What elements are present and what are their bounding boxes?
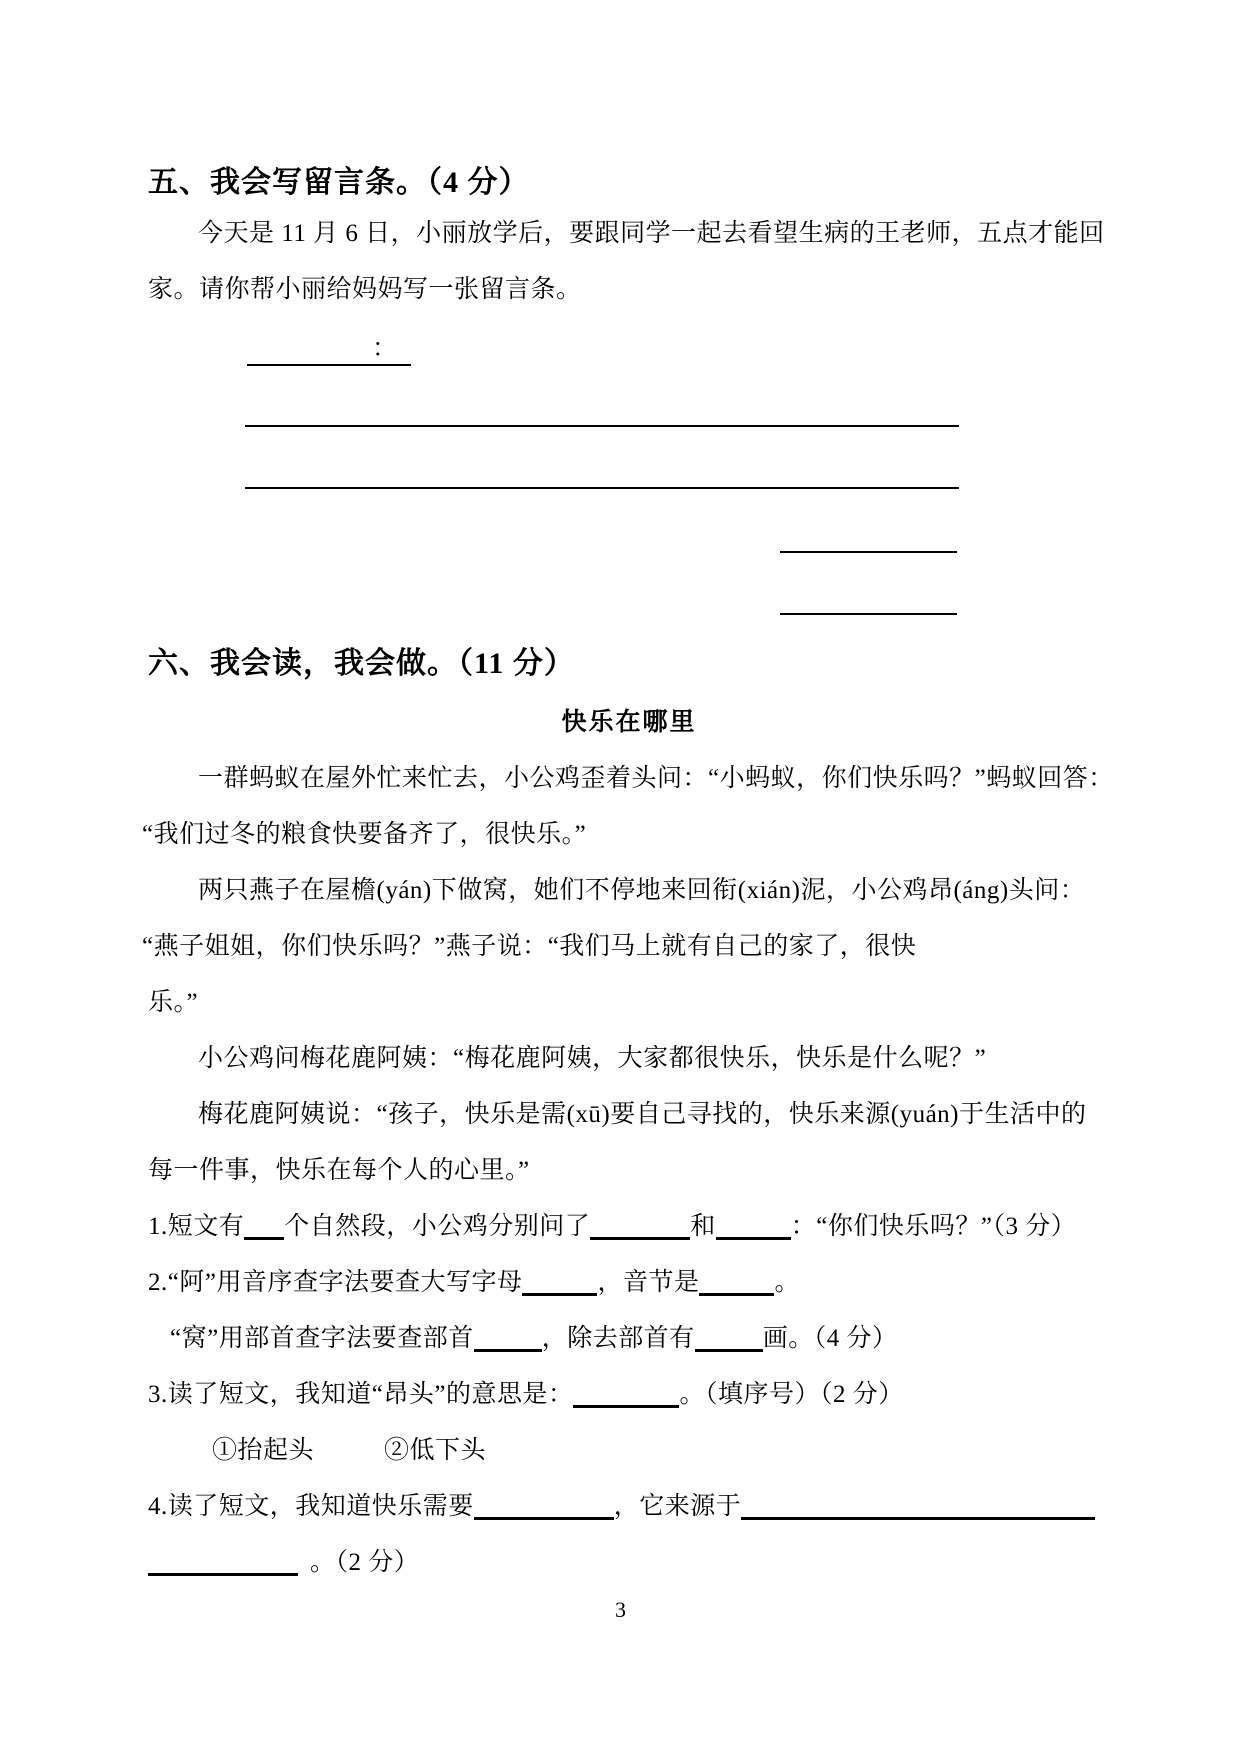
question-1-text: 1.短文有 — [148, 1213, 245, 1240]
question-2-text: 2.“阿”用音序查字法要查大写字母 — [148, 1269, 523, 1296]
question-3-text: 3.读了短文，我知道“昂头”的意思是： — [148, 1381, 574, 1408]
passage-line: 两只燕子在屋檐(yán)下做窝，她们不停地来回衔(xián)泥，小公鸡昂(áng)头问： — [198, 877, 1086, 904]
question-1-text: 和 — [690, 1213, 716, 1240]
question-1-blank-3[interactable] — [716, 1237, 791, 1240]
question-4-line-2 — [148, 1535, 1110, 1591]
question-4-blank-1[interactable] — [474, 1517, 614, 1520]
question-4-line-1 — [148, 1479, 1110, 1535]
question-1-text: ：“你们快乐吗？”（3 分） — [790, 1213, 1077, 1240]
passage-line: 梅花鹿阿姨说：“孩子，快乐是需(xū)要自己寻找的，快乐来源(yuán)于生活中的 — [198, 1101, 1087, 1128]
passage-line: 乐。” — [148, 989, 199, 1016]
question-3-text: 。（填序号）（2 分） — [679, 1381, 904, 1408]
section-5-heading: 五、我会写留言条。（4 分） — [148, 166, 530, 199]
section-5-intro-line-2: 家。请你帮小丽给妈妈写一张留言条。 — [148, 276, 582, 303]
question-2-line-1 — [148, 1255, 1110, 1311]
question-3-options — [148, 1423, 1110, 1479]
question-2-blank-3[interactable] — [474, 1349, 542, 1352]
question-2-blank-4[interactable] — [695, 1349, 763, 1352]
question-4-text: ，它来源于 — [613, 1493, 742, 1520]
question-3-option-2: ②低下头 — [384, 1437, 487, 1464]
page-content — [142, 0, 1114, 1591]
question-4-blank-2[interactable] — [741, 1517, 1095, 1520]
question-1-blank-1[interactable] — [244, 1237, 284, 1240]
note-greeting-colon: ： — [371, 335, 397, 362]
question-1-blank-2[interactable] — [590, 1237, 690, 1240]
question-4-text: 。（2 分） — [310, 1549, 420, 1576]
passage-line: 小公鸡问梅花鹿阿姨：“梅花鹿阿姨，大家都很快乐，快乐是什么呢？” — [198, 1045, 987, 1072]
question-2-line-2 — [148, 1311, 1110, 1367]
question-2-text: ，音节是 — [597, 1269, 700, 1296]
note-body-line-1[interactable] — [245, 367, 959, 427]
passage-line: 每一件事，快乐在每个人的心里。” — [148, 1157, 530, 1184]
section-6-heading: 六、我会读，我会做。（11 分） — [148, 647, 575, 680]
question-1 — [148, 1199, 1110, 1255]
question-4-text: 4.读了短文，我知道快乐需要 — [148, 1493, 474, 1520]
question-2-text: 。 — [774, 1269, 800, 1296]
page-number: 3 — [615, 1597, 626, 1622]
question-3-option-1: ①抬起头 — [212, 1437, 315, 1464]
question-3-blank[interactable] — [573, 1405, 679, 1408]
question-2-text: ，除去部首有 — [541, 1325, 695, 1352]
passage-line: 一群蚂蚁在屋外忙来忙去，小公鸡歪着头问：“小蚂蚁，你们快乐吗？”蚂蚁回答： — [198, 765, 1114, 792]
question-4-blank-3[interactable] — [148, 1573, 298, 1576]
note-greeting-blank[interactable] — [247, 318, 411, 366]
question-1-text: 个自然段，小公鸡分别问了 — [284, 1213, 591, 1240]
question-2-blank-2[interactable] — [699, 1293, 774, 1296]
question-3 — [148, 1367, 1110, 1423]
note-signature-line[interactable] — [780, 489, 957, 553]
message-note-area — [148, 318, 1110, 615]
passage-line: “我们过冬的粮食快要备齐了，很快乐。” — [142, 821, 587, 848]
passage-title: 快乐在哪里 — [561, 709, 697, 736]
note-date-line[interactable] — [780, 553, 957, 615]
passage-line: “燕子姐姐，你们快乐吗？”燕子说：“我们马上就有自己的家了，很快 — [142, 933, 917, 960]
section-5-intro-line-1: 今天是 11 月 6 日，小丽放学后，要跟同学一起去看望生病的王老师，五点才能回 — [198, 220, 1105, 247]
note-greeting-row — [148, 318, 1110, 367]
question-2-text: “窝”用部首查字法要查部首 — [170, 1325, 474, 1352]
question-2-text: 画。（4 分） — [762, 1325, 898, 1352]
note-body-line-2[interactable] — [245, 427, 959, 489]
question-2-blank-1[interactable] — [522, 1293, 597, 1296]
